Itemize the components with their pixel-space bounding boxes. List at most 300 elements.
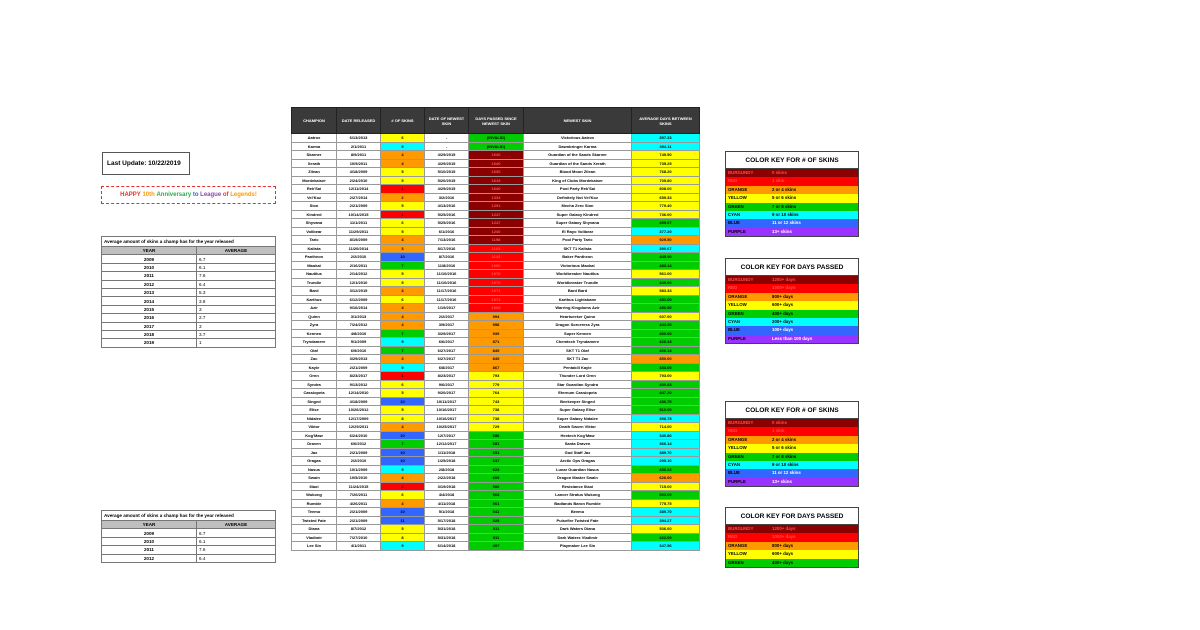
average-days-cell: 850.00 <box>632 355 700 364</box>
days-passed-cell: 511 <box>469 533 524 542</box>
average-days-cell: 659.33 <box>632 193 700 202</box>
average-days-cell: 431.00 <box>632 295 700 304</box>
release-date-cell: 3/29/2013 <box>337 355 381 364</box>
newest-skin-cell: El Rayo Volibear <box>524 227 632 236</box>
newest-skin-date-cell: 1/25/2018 <box>425 457 469 466</box>
color-name: CYAN <box>728 211 741 217</box>
year-cell: 2010 <box>102 263 197 271</box>
days-passed-cell: 541 <box>469 508 524 517</box>
color-key-skins-2 <box>725 401 859 487</box>
days-passed-cell: 958 <box>469 321 524 330</box>
table-row <box>292 210 700 219</box>
year-cell: 2011 <box>102 546 197 554</box>
days-passed-cell: 1078 <box>469 278 524 287</box>
release-date-cell: 11/20/2014 <box>337 244 381 253</box>
table-caption: Average amount of skins a champ has for the year released <box>102 511 276 521</box>
column-header: # OF SKINS <box>381 108 425 134</box>
champion-cell: Trundle <box>292 278 337 287</box>
days-passed-cell: 871 <box>469 338 524 347</box>
newest-skin-cell: Pulsefire Twisted Fate <box>524 516 632 525</box>
newest-skin-cell: Super Galaxy Kindred <box>524 210 632 219</box>
newest-skin-cell: King of Clubs Mordekaiser <box>524 176 632 185</box>
release-date-cell: 11/29/2011 <box>337 227 381 236</box>
days-passed-cell: 563 <box>469 491 524 500</box>
release-date-cell: 10/26/2012 <box>337 406 381 415</box>
release-date-cell: 2/1/2011 <box>337 142 381 151</box>
anniversary-word-happy: HAPPY <box>120 192 141 198</box>
table-row <box>292 389 700 398</box>
table-row <box>292 329 700 338</box>
average-cell: 3.7 <box>197 330 276 338</box>
release-date-cell: 2/24/2010 <box>337 176 381 185</box>
champion-cell: Shyvana <box>292 219 337 228</box>
average-cell: 7.6 <box>197 546 276 554</box>
release-date-cell: 6/6/2012 <box>337 440 381 449</box>
average-days-cell: 793.00 <box>632 372 700 381</box>
table-row <box>102 330 276 338</box>
color-key-row <box>726 469 858 477</box>
color-name: RED <box>728 178 738 184</box>
skin-count-cell: 5 <box>381 202 425 211</box>
champion-cell: Nidalee <box>292 414 337 423</box>
average-cell: 2.7 <box>197 314 276 322</box>
year-cell: 2015 <box>102 305 197 313</box>
average-days-cell: 510.00 <box>632 406 700 415</box>
last-update-box <box>102 152 190 175</box>
skin-count-cell: 5 <box>381 227 425 236</box>
newest-skin-date-cell: 5/25/2016 <box>425 219 469 228</box>
color-key-row <box>726 478 858 486</box>
champion-cell: Draven <box>292 440 337 449</box>
color-key-row <box>726 186 858 194</box>
newest-skin-date-cell: 11/8/2016 <box>425 261 469 270</box>
column-header: YEAR <box>102 521 197 529</box>
newest-skin-cell: Definitely Not Vel'Koz <box>524 193 632 202</box>
days-passed-cell: 729 <box>469 423 524 432</box>
average-days-cell: 749.50 <box>632 151 700 160</box>
table-row <box>292 431 700 440</box>
skin-count-cell: 9 <box>381 338 425 347</box>
champion-cell: Nasus <box>292 465 337 474</box>
newest-skin-cell: Worldbreaker Trundle <box>524 278 632 287</box>
newest-skin-cell: Guardian of the Sands Xerath <box>524 159 632 168</box>
average-days-cell: 714.00 <box>632 423 700 432</box>
table-row <box>292 304 700 313</box>
champion-cell: Kayle <box>292 363 337 372</box>
table-row <box>292 193 700 202</box>
release-date-cell: 8/9/2011 <box>337 151 381 160</box>
color-name: BLUE <box>728 220 740 226</box>
days-passed-cell: 1640 <box>469 185 524 194</box>
column-header: AVERAGE <box>197 247 276 255</box>
table-row <box>292 134 700 143</box>
table-row <box>292 176 700 185</box>
newest-skin-date-cell: 11/17/2016 <box>425 287 469 296</box>
table-row <box>292 142 700 151</box>
champion-cell: Xerath <box>292 159 337 168</box>
color-name: BURGUNDY <box>728 526 754 531</box>
champion-cell: Azir <box>292 304 337 313</box>
color-meaning: 600+ days <box>772 551 794 557</box>
color-meaning: 0 skins <box>772 170 787 175</box>
newest-skin-date-cell: 4/13/2016 <box>425 202 469 211</box>
days-passed-cell: 764 <box>469 389 524 398</box>
newest-skin-cell: SKT T1 Zac <box>524 355 632 364</box>
skin-count-cell: 9 <box>381 142 425 151</box>
skin-count-cell: 4 <box>381 236 425 245</box>
newest-skin-cell: Bard Bard <box>524 287 632 296</box>
table-row <box>292 168 700 177</box>
days-passed-cell: 1247 <box>469 210 524 219</box>
year-cell: 2014 <box>102 297 197 305</box>
newest-skin-date-cell: 5/17/2018 <box>425 516 469 525</box>
color-meaning: Less than 100 days <box>772 335 813 341</box>
days-passed-cell: 743 <box>469 397 524 406</box>
color-key-days-1 <box>725 258 859 344</box>
champion-cell: Karthus <box>292 295 337 304</box>
average-days-cell: 536.60 <box>632 525 700 534</box>
newest-skin-date-cell: 12/12/2017 <box>425 440 469 449</box>
days-passed-cell: 1240 <box>469 227 524 236</box>
color-key-title: COLOR KEY FOR DAYS PASSED <box>726 508 858 525</box>
newest-skin-cell: Lunar Guardian Nasus <box>524 465 632 474</box>
color-meaning: 7 or 8 skins <box>772 203 797 209</box>
color-key-row <box>726 219 858 227</box>
newest-skin-date-cell: 7/13/2016 <box>425 236 469 245</box>
average-days-cell: 561.00 <box>632 270 700 279</box>
days-passed-cell: 994 <box>469 312 524 321</box>
average-days-cell: 808.00 <box>632 185 700 194</box>
champion-cell: Jax <box>292 448 337 457</box>
color-meaning: 5 or 6 skins <box>772 445 797 451</box>
year-cell: 2011 <box>102 272 197 280</box>
skin-count-cell: 4 <box>381 151 425 160</box>
average-days-cell: 436.70 <box>632 397 700 406</box>
days-passed-cell: 686 <box>469 431 524 440</box>
skin-count-cell: 9 <box>381 363 425 372</box>
skin-count-cell: 4 <box>381 312 425 321</box>
newest-skin-date-cell: 6/6/2017 <box>425 338 469 347</box>
average-days-cell: 397.33 <box>632 134 700 143</box>
average-days-cell: 779.40 <box>632 202 700 211</box>
year-average-table-2 <box>101 510 276 563</box>
newest-skin-cell: Santa Draven <box>524 440 632 449</box>
average-cell: 6.1 <box>197 537 276 545</box>
newest-skin-date-cell: 10/11/2017 <box>425 397 469 406</box>
newest-skin-date-cell: 2/8/2018 <box>425 465 469 474</box>
year-cell: 2018 <box>102 330 197 338</box>
champion-cell: Teemo <box>292 508 337 517</box>
skin-count-cell: 10 <box>381 508 425 517</box>
champion-cell: Skarner <box>292 151 337 160</box>
year-cell: 2012 <box>102 554 197 562</box>
skin-count-cell: 1 <box>381 185 425 194</box>
color-name: GREEN <box>728 453 744 459</box>
average-cell: 6.4 <box>197 280 276 288</box>
days-passed-cell: 1630 <box>469 168 524 177</box>
color-name: YELLOW <box>728 195 747 201</box>
newest-skin-cell: Dawnbringer Karma <box>524 142 632 151</box>
table-row <box>292 227 700 236</box>
newest-skin-date-cell: 3/2/2016 <box>425 193 469 202</box>
release-date-cell: 11/1/2011 <box>337 219 381 228</box>
color-name: PURPLE <box>728 478 746 484</box>
release-date-cell: 2/21/2009 <box>337 448 381 457</box>
champion-cell: Maokai <box>292 261 337 270</box>
table-row <box>102 263 276 271</box>
skin-count-cell: 4 <box>381 321 425 330</box>
release-date-cell: 11/24/2015 <box>337 482 381 491</box>
newest-skin-date-cell: 1/11/2018 <box>425 448 469 457</box>
color-name: RED <box>728 428 738 434</box>
days-passed-cell: 849 <box>469 346 524 355</box>
skin-count-cell: 4 <box>381 304 425 313</box>
newest-skin-date-cell: 3/29/2017 <box>425 329 469 338</box>
champion-cell: Diana <box>292 525 337 534</box>
days-passed-cell: 738 <box>469 406 524 415</box>
color-name: ORANGE <box>728 186 748 192</box>
table-row <box>102 297 276 305</box>
days-passed-cell: 1143 <box>469 253 524 262</box>
days-passed-cell: 497 <box>469 542 524 551</box>
color-meaning: 800+ days <box>772 542 794 548</box>
days-passed-cell: 609 <box>469 474 524 483</box>
release-date-cell: 2/2/2010 <box>337 253 381 262</box>
anniversary-word-league: League <box>200 192 222 198</box>
color-key-row <box>726 169 858 177</box>
year-cell: 2017 <box>102 322 197 330</box>
newest-skin-cell: Arctic Ops Gragas <box>524 457 632 466</box>
color-key-title: COLOR KEY FOR # OF SKINS <box>726 152 858 169</box>
anniversary-word-legends: Legends! <box>230 192 257 198</box>
release-date-cell: 8/19/2009 <box>337 236 381 245</box>
days-passed-cell: 1008 <box>469 304 524 313</box>
days-passed-cell: 525 <box>469 516 524 525</box>
champion-cell: Elise <box>292 406 337 415</box>
average-days-cell: 347.56 <box>632 542 700 551</box>
champion-cell: Quinn <box>292 312 337 321</box>
table-row <box>292 261 700 270</box>
table-row <box>292 236 700 245</box>
release-date-cell: 7/24/2012 <box>337 321 381 330</box>
release-date-cell: 2/21/2009 <box>337 516 381 525</box>
release-date-cell: 10/14/2015 <box>337 210 381 219</box>
color-meaning: 800+ days <box>772 293 794 299</box>
champion-cell: Kindred <box>292 210 337 219</box>
color-meaning: 400+ days <box>772 559 794 565</box>
champion-cell: Singed <box>292 397 337 406</box>
table-row <box>102 546 276 554</box>
table-row <box>292 270 700 279</box>
average-cell: 3 <box>197 305 276 313</box>
newest-skin-cell: Playmaker Lee Sin <box>524 542 632 551</box>
average-days-cell: 495.67 <box>632 219 700 228</box>
column-header: DAYS PASSED SINCE NEWEST SKIN <box>469 108 524 134</box>
release-date-cell: 10/5/2011 <box>337 159 381 168</box>
skin-count-cell: 10 <box>381 397 425 406</box>
average-days-cell: 445.90 <box>632 253 700 262</box>
days-passed-cell: 651 <box>469 448 524 457</box>
newest-skin-cell: Beemo <box>524 508 632 517</box>
color-key-days-2 <box>725 507 859 568</box>
release-date-cell: 5/1/2009 <box>337 338 381 347</box>
average-cell: 3.8 <box>197 297 276 305</box>
days-passed-cell: 793 <box>469 372 524 381</box>
newest-skin-cell: Lancer Stratus Wukong <box>524 491 632 500</box>
color-key-row <box>726 194 858 202</box>
skin-count-cell: 8 <box>381 414 425 423</box>
champion-cell: Zyra <box>292 321 337 330</box>
color-key-row <box>726 419 858 427</box>
days-passed-cell: 1291 <box>469 202 524 211</box>
color-meaning: 11 or 12 skins <box>772 220 801 226</box>
skin-count-cell: 4 <box>381 159 425 168</box>
champion-cell: Nautilus <box>292 270 337 279</box>
table-row <box>102 537 276 545</box>
table-row <box>102 339 276 347</box>
newest-skin-cell: SKT T1 Kalista <box>524 244 632 253</box>
days-passed-cell: 511 <box>469 525 524 534</box>
release-date-cell: 3/12/2015 <box>337 287 381 296</box>
newest-skin-date-cell: 6/8/2017 <box>425 363 469 372</box>
table-row <box>292 482 700 491</box>
newest-skin-date-cell: 8/7/2016 <box>425 253 469 262</box>
color-meaning: 400+ days <box>772 310 794 316</box>
newest-skin-date-cell: 6/14/2018 <box>425 542 469 551</box>
skin-count-cell: 7 <box>381 440 425 449</box>
skin-count-cell: 3 <box>381 244 425 253</box>
color-meaning: 13+ skins <box>772 478 792 484</box>
release-date-cell: 12/11/2014 <box>337 185 381 194</box>
color-name: BURGUNDY <box>728 277 754 282</box>
average-days-cell: 430.83 <box>632 380 700 389</box>
table-row <box>292 491 700 500</box>
color-key-row <box>726 228 858 236</box>
newest-skin-cell: Badlands Baron Rumble <box>524 499 632 508</box>
skin-count-cell: 6 <box>381 491 425 500</box>
newest-skin-cell: Blood Moon Zilean <box>524 168 632 177</box>
skin-count-cell: 6 <box>381 295 425 304</box>
newest-skin-date-cell: 6/27/2017 <box>425 355 469 364</box>
newest-skin-date-cell: 11/10/2016 <box>425 270 469 279</box>
color-name: CYAN <box>728 461 741 467</box>
release-date-cell: 8/23/2017 <box>337 372 381 381</box>
champion-cell: Vel'Koz <box>292 193 337 202</box>
average-days-cell: 400.00 <box>632 329 700 338</box>
table-row <box>102 288 276 296</box>
color-key-row <box>726 461 858 469</box>
color-name: PURPLE <box>728 335 746 341</box>
champion-cell: Kalista <box>292 244 337 253</box>
color-key-row <box>726 301 858 309</box>
table-row <box>292 397 700 406</box>
newest-skin-cell: Pool Party Taric <box>524 236 632 245</box>
table-row <box>292 151 700 160</box>
skin-count-cell: 3 <box>381 355 425 364</box>
newest-skin-date-cell: - <box>425 142 469 151</box>
color-key-row <box>726 326 858 334</box>
release-date-cell: 2/2/2010 <box>337 457 381 466</box>
newest-skin-cell: Super Galaxy Elise <box>524 406 632 415</box>
release-date-cell: 12/1/2010 <box>337 278 381 287</box>
table-row <box>102 529 276 537</box>
color-name: RED <box>728 285 738 291</box>
skin-count-cell: 4 <box>381 474 425 483</box>
average-cell: 5.3 <box>197 288 276 296</box>
color-key-row <box>726 211 858 219</box>
caption-row <box>102 237 276 247</box>
color-meaning: 7 or 8 skins <box>772 453 797 459</box>
champion-cell: Sion <box>292 202 337 211</box>
table-row <box>292 244 700 253</box>
table-row <box>292 278 700 287</box>
table-row <box>292 363 700 372</box>
year-cell: 2010 <box>102 537 197 545</box>
color-name: BLUE <box>728 470 740 476</box>
newest-skin-cell: Beekeeper Singed <box>524 397 632 406</box>
newest-skin-date-cell: 8/23/2017 <box>425 372 469 381</box>
average-days-cell: 705.80 <box>632 176 700 185</box>
color-key-row <box>726 293 858 301</box>
release-date-cell: 10/5/2010 <box>337 474 381 483</box>
release-date-cell: 12/17/2009 <box>337 414 381 423</box>
release-date-cell: 2/21/2009 <box>337 363 381 372</box>
release-date-cell: 10/1/2009 <box>337 465 381 474</box>
color-key-title: COLOR KEY FOR DAYS PASSED <box>726 259 858 276</box>
skin-count-cell: 1 <box>381 372 425 381</box>
color-meaning: 9 or 10 skins <box>772 211 799 217</box>
color-meaning: 2 or 4 skins <box>772 436 797 442</box>
table-row <box>292 423 700 432</box>
newest-skin-cell: God Staff Jax <box>524 448 632 457</box>
champion-cell: Viktor <box>292 423 337 432</box>
newest-skin-date-cell: 2/22/2018 <box>425 474 469 483</box>
color-key-row <box>726 177 858 185</box>
table-row <box>292 355 700 364</box>
champion-cell: Swain <box>292 474 337 483</box>
table-row <box>292 295 700 304</box>
average-days-cell: 398.75 <box>632 414 700 423</box>
skin-count-cell: 6 <box>381 380 425 389</box>
table-row <box>292 465 700 474</box>
newest-skin-cell: Dark Waters Vladimir <box>524 533 632 542</box>
header-row <box>102 247 276 255</box>
newest-skin-cell: Victorious Maokai <box>524 261 632 270</box>
days-passed-cell: 1247 <box>469 219 524 228</box>
newest-skin-cell: Dragon Sorceress Zyra <box>524 321 632 330</box>
skin-count-cell: 6 <box>381 219 425 228</box>
average-days-cell: 607.00 <box>632 312 700 321</box>
column-header: YEAR <box>102 247 197 255</box>
skin-count-cell: 6 <box>381 134 425 143</box>
days-passed-cell: 637 <box>469 457 524 466</box>
newest-skin-date-cell: 9/20/2017 <box>425 389 469 398</box>
days-passed-cell: 867 <box>469 363 524 372</box>
champion-cell: Illaoi <box>292 482 337 491</box>
table-row <box>102 305 276 313</box>
average-cell: 6.4 <box>197 554 276 562</box>
table-row <box>292 542 700 551</box>
table-row <box>292 202 700 211</box>
newest-skin-date-cell: 5/20/2015 <box>425 176 469 185</box>
average-days-cell: 449.60 <box>632 278 700 287</box>
champion-cell: Taric <box>292 236 337 245</box>
average-days-cell: 447.20 <box>632 389 700 398</box>
last-update-text: Last Update: 10/22/2019 <box>107 160 181 167</box>
days-passed-cell: (INVALID) <box>469 134 524 143</box>
newest-skin-date-cell: 5/31/2018 <box>425 525 469 534</box>
days-passed-cell: 1071 <box>469 287 524 296</box>
